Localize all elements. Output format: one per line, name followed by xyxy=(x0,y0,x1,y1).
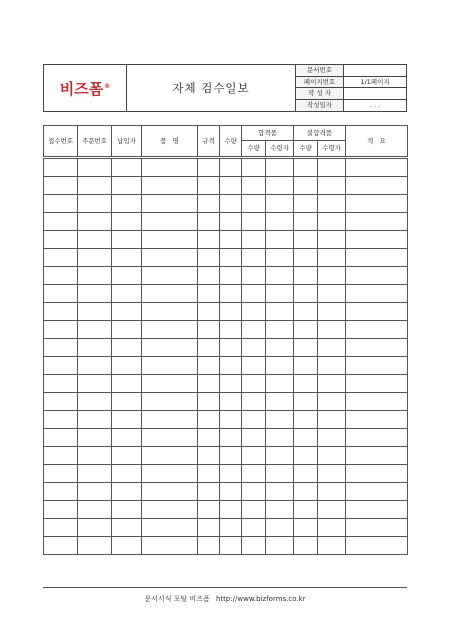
table-cell[interactable] xyxy=(266,447,294,465)
table-cell[interactable] xyxy=(112,267,142,285)
table-row xyxy=(44,285,408,303)
table-cell[interactable] xyxy=(142,357,198,375)
table-cell[interactable] xyxy=(242,501,266,519)
meta-label-doc-number: 문서번호 xyxy=(296,65,344,77)
table-cell[interactable] xyxy=(220,393,242,411)
table-cell[interactable] xyxy=(112,321,142,339)
table-cell[interactable] xyxy=(266,429,294,447)
table-cell[interactable] xyxy=(318,177,346,195)
table-cell[interactable] xyxy=(266,195,294,213)
table-cell[interactable] xyxy=(266,411,294,429)
table-cell[interactable] xyxy=(318,537,346,555)
table-cell[interactable] xyxy=(220,519,242,537)
table-cell[interactable] xyxy=(78,339,112,357)
table-row xyxy=(44,375,408,393)
table-cell[interactable] xyxy=(294,339,318,357)
table-cell[interactable] xyxy=(142,285,198,303)
table-body xyxy=(44,158,408,555)
table-cell[interactable] xyxy=(112,303,142,321)
table-cell[interactable] xyxy=(266,519,294,537)
table-cell[interactable] xyxy=(318,249,346,267)
table-cell[interactable] xyxy=(112,285,142,303)
table-cell[interactable] xyxy=(142,537,198,555)
table-cell[interactable] xyxy=(242,429,266,447)
table-cell[interactable] xyxy=(44,465,78,483)
table-cell[interactable] xyxy=(346,321,408,339)
table-cell[interactable] xyxy=(294,429,318,447)
table-cell[interactable] xyxy=(198,267,220,285)
table-cell[interactable] xyxy=(44,158,78,177)
table-cell[interactable] xyxy=(318,465,346,483)
table-cell[interactable] xyxy=(78,357,112,375)
registered-mark: ® xyxy=(104,82,111,90)
footer-divider xyxy=(43,587,407,588)
table-cell[interactable] xyxy=(346,501,408,519)
table-cell[interactable] xyxy=(220,303,242,321)
table-cell[interactable] xyxy=(142,447,198,465)
table-cell[interactable] xyxy=(198,249,220,267)
table-cell[interactable] xyxy=(318,429,346,447)
table-cell[interactable] xyxy=(198,321,220,339)
table-cell[interactable] xyxy=(78,429,112,447)
table-cell[interactable] xyxy=(112,465,142,483)
table-cell[interactable] xyxy=(198,195,220,213)
table-cell[interactable] xyxy=(266,267,294,285)
table-cell[interactable] xyxy=(44,393,78,411)
bizforms-logo xyxy=(60,78,110,99)
table-cell[interactable] xyxy=(346,483,408,501)
table-cell[interactable] xyxy=(112,375,142,393)
table-row xyxy=(44,501,408,519)
table-cell[interactable] xyxy=(294,249,318,267)
table-cell[interactable] xyxy=(318,375,346,393)
table-cell[interactable] xyxy=(44,213,78,231)
table-cell[interactable] xyxy=(346,465,408,483)
table-row xyxy=(44,339,408,357)
table-cell[interactable] xyxy=(294,285,318,303)
table-cell[interactable] xyxy=(112,537,142,555)
table-cell[interactable] xyxy=(78,501,112,519)
table-cell[interactable] xyxy=(266,285,294,303)
table-cell[interactable] xyxy=(78,303,112,321)
table-cell[interactable] xyxy=(198,483,220,501)
table-cell[interactable] xyxy=(112,339,142,357)
table-cell[interactable] xyxy=(142,321,198,339)
logo-text: 비즈폼 xyxy=(59,79,104,98)
table-cell[interactable] xyxy=(198,303,220,321)
table-cell[interactable] xyxy=(318,447,346,465)
table-cell[interactable] xyxy=(78,375,112,393)
table-cell[interactable] xyxy=(242,465,266,483)
table-cell[interactable] xyxy=(346,357,408,375)
table-cell[interactable] xyxy=(142,177,198,195)
table-cell[interactable] xyxy=(346,195,408,213)
table-cell[interactable] xyxy=(198,213,220,231)
table-cell[interactable] xyxy=(142,519,198,537)
table-cell[interactable] xyxy=(266,213,294,231)
table-row xyxy=(44,483,408,501)
table-cell[interactable] xyxy=(294,393,318,411)
table-cell[interactable] xyxy=(294,303,318,321)
table-cell[interactable] xyxy=(294,483,318,501)
table-cell[interactable] xyxy=(266,249,294,267)
table-cell[interactable] xyxy=(318,285,346,303)
table-cell[interactable] xyxy=(142,303,198,321)
footer xyxy=(0,594,450,604)
table-cell[interactable] xyxy=(78,285,112,303)
table-cell[interactable] xyxy=(44,285,78,303)
table-cell[interactable] xyxy=(318,411,346,429)
table-cell[interactable] xyxy=(318,519,346,537)
table-cell[interactable] xyxy=(266,158,294,177)
table-cell[interactable] xyxy=(318,483,346,501)
table-cell[interactable] xyxy=(112,357,142,375)
table-cell[interactable] xyxy=(78,249,112,267)
table-cell[interactable] xyxy=(44,249,78,267)
table-cell[interactable] xyxy=(220,501,242,519)
table-cell[interactable] xyxy=(318,158,346,177)
meta-value-page-number[interactable]: 1/1페이지 xyxy=(344,77,406,89)
table-cell[interactable] xyxy=(242,213,266,231)
table-cell[interactable] xyxy=(242,447,266,465)
table-cell[interactable] xyxy=(220,465,242,483)
table-cell[interactable] xyxy=(142,213,198,231)
table-cell[interactable] xyxy=(44,411,78,429)
table-cell[interactable] xyxy=(44,195,78,213)
table-cell[interactable] xyxy=(142,429,198,447)
table-cell[interactable] xyxy=(242,375,266,393)
table-cell[interactable] xyxy=(294,465,318,483)
table-cell[interactable] xyxy=(346,231,408,249)
table-cell[interactable] xyxy=(78,321,112,339)
table-cell[interactable] xyxy=(198,411,220,429)
table-cell[interactable] xyxy=(346,249,408,267)
table-cell[interactable] xyxy=(346,537,408,555)
table-cell[interactable] xyxy=(142,158,198,177)
table-cell[interactable] xyxy=(318,267,346,285)
table-cell[interactable] xyxy=(44,501,78,519)
col-receipt-number: 접수번호 xyxy=(44,126,78,158)
footer-text: 문서서식 포탈 비즈폼 xyxy=(144,595,210,603)
table-cell[interactable] xyxy=(242,357,266,375)
table-cell[interactable] xyxy=(142,411,198,429)
table-cell[interactable] xyxy=(266,465,294,483)
table-cell[interactable] xyxy=(198,393,220,411)
table-cell[interactable] xyxy=(220,411,242,429)
logo-cell xyxy=(44,65,127,111)
table-row xyxy=(44,231,408,249)
table-cell[interactable] xyxy=(78,177,112,195)
table-cell[interactable] xyxy=(220,447,242,465)
table-cell[interactable] xyxy=(318,321,346,339)
inspection-table-wrap xyxy=(43,125,407,563)
table-cell[interactable] xyxy=(242,519,266,537)
table-cell[interactable] xyxy=(294,447,318,465)
table-cell[interactable] xyxy=(112,447,142,465)
table-cell[interactable] xyxy=(266,321,294,339)
table-cell[interactable] xyxy=(242,321,266,339)
table-cell[interactable] xyxy=(242,195,266,213)
col-failed-receiver: 수령자 xyxy=(318,141,346,158)
table-cell[interactable] xyxy=(266,231,294,249)
meta-table xyxy=(295,65,406,111)
table-cell[interactable] xyxy=(44,231,78,249)
table-cell[interactable] xyxy=(44,177,78,195)
col-remarks: 적 요 xyxy=(346,126,408,158)
table-cell[interactable] xyxy=(142,483,198,501)
meta-value-author[interactable] xyxy=(344,88,406,100)
table-cell[interactable] xyxy=(198,501,220,519)
table-cell[interactable] xyxy=(266,357,294,375)
col-spec: 규격 xyxy=(198,126,220,158)
table-cell[interactable] xyxy=(198,519,220,537)
table-cell[interactable] xyxy=(142,231,198,249)
table-cell[interactable] xyxy=(294,411,318,429)
table-row xyxy=(44,267,408,285)
table-cell[interactable] xyxy=(346,519,408,537)
table-cell[interactable] xyxy=(142,267,198,285)
table-cell[interactable] xyxy=(78,158,112,177)
table-cell[interactable] xyxy=(198,375,220,393)
table-cell[interactable] xyxy=(266,537,294,555)
table-row xyxy=(44,158,408,177)
table-cell[interactable] xyxy=(78,213,112,231)
table-cell[interactable] xyxy=(142,501,198,519)
table-cell[interactable] xyxy=(242,393,266,411)
table-row xyxy=(44,465,408,483)
table-cell[interactable] xyxy=(78,447,112,465)
table-cell[interactable] xyxy=(266,483,294,501)
table-cell[interactable] xyxy=(220,339,242,357)
table-cell[interactable] xyxy=(112,213,142,231)
table-cell[interactable] xyxy=(266,393,294,411)
table-cell[interactable] xyxy=(142,339,198,357)
table-cell[interactable] xyxy=(198,339,220,357)
table-cell[interactable] xyxy=(346,303,408,321)
col-item-name: 품 명 xyxy=(142,126,198,158)
table-cell[interactable] xyxy=(266,375,294,393)
table-cell[interactable] xyxy=(198,158,220,177)
table-cell[interactable] xyxy=(220,231,242,249)
table-cell[interactable] xyxy=(346,267,408,285)
table-cell[interactable] xyxy=(346,213,408,231)
table-cell[interactable] xyxy=(294,177,318,195)
table-cell[interactable] xyxy=(220,321,242,339)
table-cell[interactable] xyxy=(346,339,408,357)
table-cell[interactable] xyxy=(318,501,346,519)
meta-label-date: 작성일자 xyxy=(296,100,344,112)
table-cell[interactable] xyxy=(220,537,242,555)
table-cell[interactable] xyxy=(242,303,266,321)
table-cell[interactable] xyxy=(242,339,266,357)
table-row xyxy=(44,411,408,429)
table-cell[interactable] xyxy=(112,429,142,447)
document-header xyxy=(43,64,407,112)
table-cell[interactable] xyxy=(44,519,78,537)
table-cell[interactable] xyxy=(220,357,242,375)
table-cell[interactable] xyxy=(318,213,346,231)
table-cell[interactable] xyxy=(294,231,318,249)
table-cell[interactable] xyxy=(142,465,198,483)
table-cell[interactable] xyxy=(220,249,242,267)
table-row xyxy=(44,393,408,411)
table-cell[interactable] xyxy=(112,158,142,177)
table-cell[interactable] xyxy=(142,249,198,267)
table-cell[interactable] xyxy=(112,483,142,501)
table-cell[interactable] xyxy=(346,411,408,429)
table-row xyxy=(44,213,408,231)
table-cell[interactable] xyxy=(346,375,408,393)
table-row xyxy=(44,303,408,321)
table-cell[interactable] xyxy=(112,519,142,537)
table-cell[interactable] xyxy=(242,267,266,285)
table-cell[interactable] xyxy=(266,501,294,519)
meta-value-date[interactable]: . . . xyxy=(369,101,381,109)
table-cell[interactable] xyxy=(318,303,346,321)
table-cell[interactable] xyxy=(112,177,142,195)
table-row xyxy=(44,195,408,213)
table-cell[interactable] xyxy=(242,411,266,429)
table-cell[interactable] xyxy=(78,537,112,555)
table-cell[interactable] xyxy=(198,465,220,483)
table-cell[interactable] xyxy=(78,483,112,501)
table-cell[interactable] xyxy=(78,195,112,213)
col-group-failed: 불합격품 xyxy=(294,126,346,141)
table-cell[interactable] xyxy=(294,321,318,339)
document-title: 자체 검수일보 xyxy=(172,81,250,95)
table-cell[interactable] xyxy=(78,267,112,285)
table-cell[interactable] xyxy=(220,429,242,447)
table-row xyxy=(44,447,408,465)
table-cell[interactable] xyxy=(220,158,242,177)
table-cell[interactable] xyxy=(142,195,198,213)
table-cell[interactable] xyxy=(242,285,266,303)
table-cell[interactable] xyxy=(198,357,220,375)
table-cell[interactable] xyxy=(198,429,220,447)
table-row xyxy=(44,177,408,195)
table-cell[interactable] xyxy=(318,357,346,375)
table-cell[interactable] xyxy=(346,393,408,411)
table-cell[interactable] xyxy=(44,375,78,393)
table-cell[interactable] xyxy=(78,411,112,429)
table-cell[interactable] xyxy=(294,158,318,177)
footer-url[interactable]: http://www.bizforms.co.kr xyxy=(215,595,306,603)
table-cell[interactable] xyxy=(112,411,142,429)
table-cell[interactable] xyxy=(318,339,346,357)
table-cell[interactable] xyxy=(78,393,112,411)
table-cell[interactable] xyxy=(198,537,220,555)
table-cell[interactable] xyxy=(346,285,408,303)
table-cell[interactable] xyxy=(220,213,242,231)
table-cell[interactable] xyxy=(198,177,220,195)
table-cell[interactable] xyxy=(112,195,142,213)
table-row xyxy=(44,249,408,267)
col-failed-qty: 수량 xyxy=(294,141,318,158)
col-passed-qty: 수량 xyxy=(242,141,266,158)
table-cell[interactable] xyxy=(198,447,220,465)
table-cell[interactable] xyxy=(318,195,346,213)
table-cell[interactable] xyxy=(44,429,78,447)
table-cell[interactable] xyxy=(294,195,318,213)
table-cell[interactable] xyxy=(112,501,142,519)
table-cell[interactable] xyxy=(318,393,346,411)
table-cell[interactable] xyxy=(242,231,266,249)
table-cell[interactable] xyxy=(142,393,198,411)
table-cell[interactable] xyxy=(44,339,78,357)
table-cell[interactable] xyxy=(198,285,220,303)
table-cell[interactable] xyxy=(220,267,242,285)
table-cell[interactable] xyxy=(220,285,242,303)
inspection-table xyxy=(43,125,408,555)
col-quantity: 수량 xyxy=(220,126,242,158)
table-cell[interactable] xyxy=(220,375,242,393)
table-cell[interactable] xyxy=(294,375,318,393)
table-cell[interactable] xyxy=(44,267,78,285)
table-cell[interactable] xyxy=(198,231,220,249)
table-cell[interactable] xyxy=(266,177,294,195)
table-row xyxy=(44,321,408,339)
table-cell[interactable] xyxy=(220,177,242,195)
table-cell[interactable] xyxy=(44,303,78,321)
meta-label-page-number: 페이지번호 xyxy=(296,77,344,89)
table-cell[interactable] xyxy=(294,519,318,537)
table-cell[interactable] xyxy=(266,339,294,357)
table-cell[interactable] xyxy=(44,447,78,465)
table-row xyxy=(44,357,408,375)
table-cell[interactable] xyxy=(242,249,266,267)
table-cell[interactable] xyxy=(220,483,242,501)
table-row xyxy=(44,519,408,537)
col-passed-receiver: 수령자 xyxy=(266,141,294,158)
table-cell[interactable] xyxy=(242,158,266,177)
table-cell[interactable] xyxy=(112,231,142,249)
table-cell[interactable] xyxy=(44,483,78,501)
table-cell[interactable] xyxy=(294,537,318,555)
table-cell[interactable] xyxy=(242,483,266,501)
table-cell[interactable] xyxy=(220,195,242,213)
col-supplier: 납입자 xyxy=(112,126,142,158)
table-cell[interactable] xyxy=(242,537,266,555)
table-cell[interactable] xyxy=(78,465,112,483)
table-cell[interactable] xyxy=(112,249,142,267)
table-cell[interactable] xyxy=(346,429,408,447)
table-cell[interactable] xyxy=(242,177,266,195)
table-cell[interactable] xyxy=(266,303,294,321)
table-cell[interactable] xyxy=(44,357,78,375)
meta-label-author: 작 성 자 xyxy=(296,88,344,100)
col-group-passed: 합격품 xyxy=(242,126,294,141)
table-cell[interactable] xyxy=(346,158,408,177)
table-cell[interactable] xyxy=(44,537,78,555)
table-cell[interactable] xyxy=(78,231,112,249)
table-cell[interactable] xyxy=(294,501,318,519)
table-cell[interactable] xyxy=(142,375,198,393)
table-cell[interactable] xyxy=(346,447,408,465)
table-cell[interactable] xyxy=(44,321,78,339)
col-order-number: 주문번호 xyxy=(78,126,112,158)
table-cell[interactable] xyxy=(78,519,112,537)
table-cell[interactable] xyxy=(318,231,346,249)
table-cell[interactable] xyxy=(294,213,318,231)
table-cell[interactable] xyxy=(346,177,408,195)
table-row xyxy=(44,429,408,447)
table-row xyxy=(44,537,408,555)
table-cell[interactable] xyxy=(294,267,318,285)
meta-value-doc-number[interactable] xyxy=(344,65,406,77)
table-cell[interactable] xyxy=(112,393,142,411)
table-cell[interactable] xyxy=(294,357,318,375)
